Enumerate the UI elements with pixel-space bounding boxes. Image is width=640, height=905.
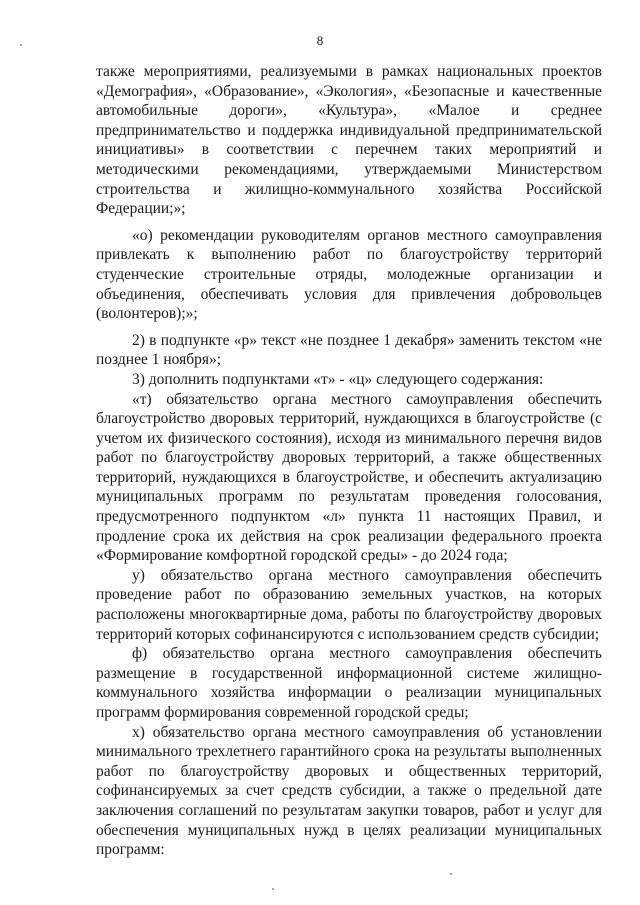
scan-speck (450, 873, 452, 875)
paragraph-item-o: «о) рекомендации руководителям органов местного самоуправления привлекать к выполнению работ по благоустройству территорий студенческие строительные отряды, молодежные организации и объединения, обеспечивать условия для привлечения добровольцев (волонтеров);»; (96, 226, 602, 323)
paragraph-item-t: «т) обязательство органа местного самоуправления обеспечить благоустройство дворовых территорий, нуждающихся в благоустройстве (с учетом их физического состояния), исходя из минимального перечня видов работ по благоустройству дворовых территорий, а также общественных территорий, нуждающихся в благоустройстве, и обеспечить актуализацию муниципальных программ по результатам проведения голосования, предусмотренного подпунктом «л» пункта 11 настоящих Правил, и продление срока их действия на срок реализации федерального проекта «Формирование комфортной городской среды» - до 2024 года; (96, 390, 602, 565)
paragraph-item-f: ф) обязательство органа местного самоуправления обеспечить размещение в государственной информационной системе жилищно-коммунального хозяйства информации о реализации муниципальных программ формирования современной городской среды; (96, 645, 602, 721)
paragraph-item-3: 3) дополнить подпунктами «т» - «ц» следующего содержания: (132, 370, 544, 388)
page-number: 8 (316, 33, 324, 48)
paragraph-item-2: 2) в подпункте «р» текст «не позднее 1 декабря» заменить текстом «не позднее 1 ноября»; (96, 331, 602, 369)
paragraph-continuation: также мероприятиями, реализуемыми в рамках национальных проектов «Демография», «Образование», «Экология», «Безопасные и качественные автомобильные дороги», «Культура», «Малое и среднее предпринимательство и поддержка индивидуальной предпринимательской инициативы» в соответствии с перечнем таких мероприятий и методическими рекомендациями, утверждаемыми Министерством строительства и жилищно-коммунального хозяйства Российской Федерации;»; (96, 63, 602, 218)
document-body (96, 62, 602, 860)
scan-speck (272, 888, 274, 890)
paragraph-item-u: у) обязательство органа местного самоуправления обеспечить проведение работ по образованию земельных участков, на которых расположены многоквартирные дома, работы по благоустройству дворовых территорий которых софинансируются с использованием средств субсидии; (96, 566, 602, 643)
scan-speck (20, 44, 22, 46)
paragraph-item-kh: х) обязательство органа местного самоуправления об установлении минимального трехлетнего гарантийного срока на результаты выполненных работ по благоустройству дворовых и общественных территорий, софинансируемых за счет средств субсидии, а также о предельной дате заключения соглашений по результатам закупки товаров, работ и услуг для обеспечения муниципальных нужд в целях реализации муниципальных программ: (96, 723, 602, 859)
